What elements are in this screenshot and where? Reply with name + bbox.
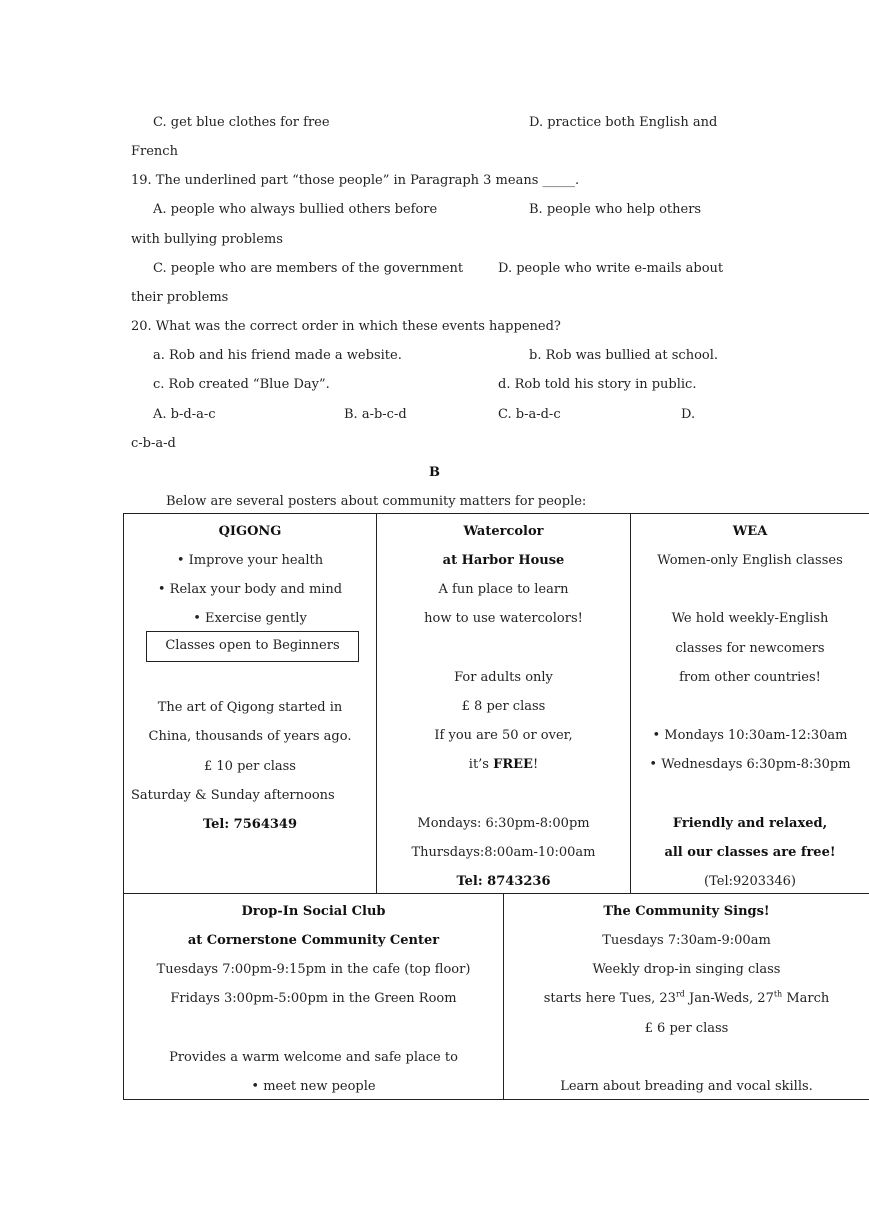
q20-option-d: D. [681,407,696,422]
audience: For adults only [454,670,553,685]
bullet-item: • Relax your body and mind [157,582,343,597]
section-letter: B [429,465,440,480]
poster-title: WEA [732,524,768,539]
poster-watercolor [377,514,630,893]
phone: Tel: 8743236 [456,874,551,889]
q20-event-a: a. Rob and his friend made a website. [153,348,402,363]
poster-text: Provides a warm welcome and safe place to [169,1050,458,1065]
date-prefix: starts here Tues, 23 [543,991,676,1006]
schedule: Saturday & Sunday afternoons [131,788,335,803]
q20-option-c: C. b-a-d-c [498,407,561,422]
section-intro: Below are several posters about community matters for people: [166,494,587,509]
poster-text: from other countries! [679,670,821,685]
q20-option-d-continued: c-b-a-d [131,436,176,451]
poster-text: how to use watercolors! [424,611,583,626]
ordinal-suffix: th [773,989,783,999]
date-middle: Jan-Weds, 27 [684,991,774,1006]
q18-option-d: D. practice both English and [529,115,718,130]
q18-option-d-continued: French [131,144,178,159]
poster-title: Watercolor [463,524,544,539]
free-line [377,757,630,773]
phone: Tel: 7564349 [202,817,298,832]
schedule: Tuesdays 7:30am-9:00am [602,933,771,948]
schedule: Fridays 3:00pm-5:00pm in the Green Room [170,991,457,1006]
bullet-item: • Exercise gently [193,611,307,626]
poster-subtitle: at Cornerstone Community Center [187,933,440,948]
q19-option-a: A. people who always bullied others before [153,202,438,217]
free-word: FREE [493,757,533,772]
date-range [504,991,869,1007]
table-bottom-border [123,1099,869,1100]
poster-text: If you are 50 or over, [434,728,573,743]
schedule: Tuesdays 7:00pm-9:15pm in the cafe (top floor) [156,962,471,977]
poster-title: The Community Sings! [603,904,770,919]
q20-event-b: b. Rob was bullied at school. [529,348,719,363]
free-suffix: ! [532,757,539,772]
bullet-item: • Improve your health [176,553,324,568]
poster-text: We hold weekly-English [671,611,829,626]
poster-community-sings [504,894,869,1099]
price: £ 10 per class [204,759,296,774]
poster-title: QIGONG [218,524,282,539]
phone: (Tel:9203346) [704,874,796,889]
poster-wea [631,514,869,893]
q19-option-c: C. people who are members of the government [153,261,464,276]
poster-text: China, thousands of years ago. [148,729,352,744]
poster-title: Drop-In Social Club [241,904,386,919]
poster-drop-in [124,894,503,1099]
q19-option-b-continued: with bullying problems [131,232,283,247]
q19-stem: 19. The underlined part “those people” in Paragraph 3 means _____. [131,173,580,188]
q18-option-c: C. get blue clothes for free [153,115,330,130]
q20-stem: 20. What was the correct order in which these events happened? [131,319,561,334]
price: £ 6 per class [644,1021,729,1036]
bullet-item: • meet new people [251,1079,376,1094]
poster-subtitle: Women-only English classes [657,553,843,568]
price: £ 8 per class [461,699,546,714]
poster-text: Friendly and relaxed, [672,816,828,831]
poster-text: all our classes are free! [664,845,836,860]
schedule: • Mondays 10:30am-12:30am [652,728,848,743]
q20-event-c: c. Rob created “Blue Day”. [153,377,330,392]
poster-text: Weekly drop-in singing class [592,962,781,977]
schedule: Thursdays:8:00am-10:00am [411,845,596,860]
schedule: • Wednesdays 6:30pm-8:30pm [649,757,851,772]
q19-option-b: B. people who help others [529,202,702,217]
poster-text: classes for newcomers [675,641,825,656]
q19-option-d-continued: their problems [131,290,229,305]
beginners-box: Classes open to Beginners [146,631,359,662]
q20-option-b: B. a-b-c-d [344,407,407,422]
schedule: Mondays: 6:30pm-8:00pm [417,816,590,831]
poster-text: The art of Qigong started in [157,700,343,715]
poster-subtitle: at Harbor House [442,553,565,568]
poster-text: A fun place to learn [438,582,569,597]
q20-event-d: d. Rob told his story in public. [498,377,697,392]
poster-qigong [124,514,376,893]
free-prefix: it’s [468,757,494,772]
date-suffix: March [782,991,830,1006]
q19-option-d: D. people who write e-mails about [498,261,724,276]
q20-option-a: A. b-d-a-c [153,407,216,422]
ordinal-suffix: rd [675,989,685,999]
poster-text: Learn about breading and vocal skills. [560,1079,813,1094]
